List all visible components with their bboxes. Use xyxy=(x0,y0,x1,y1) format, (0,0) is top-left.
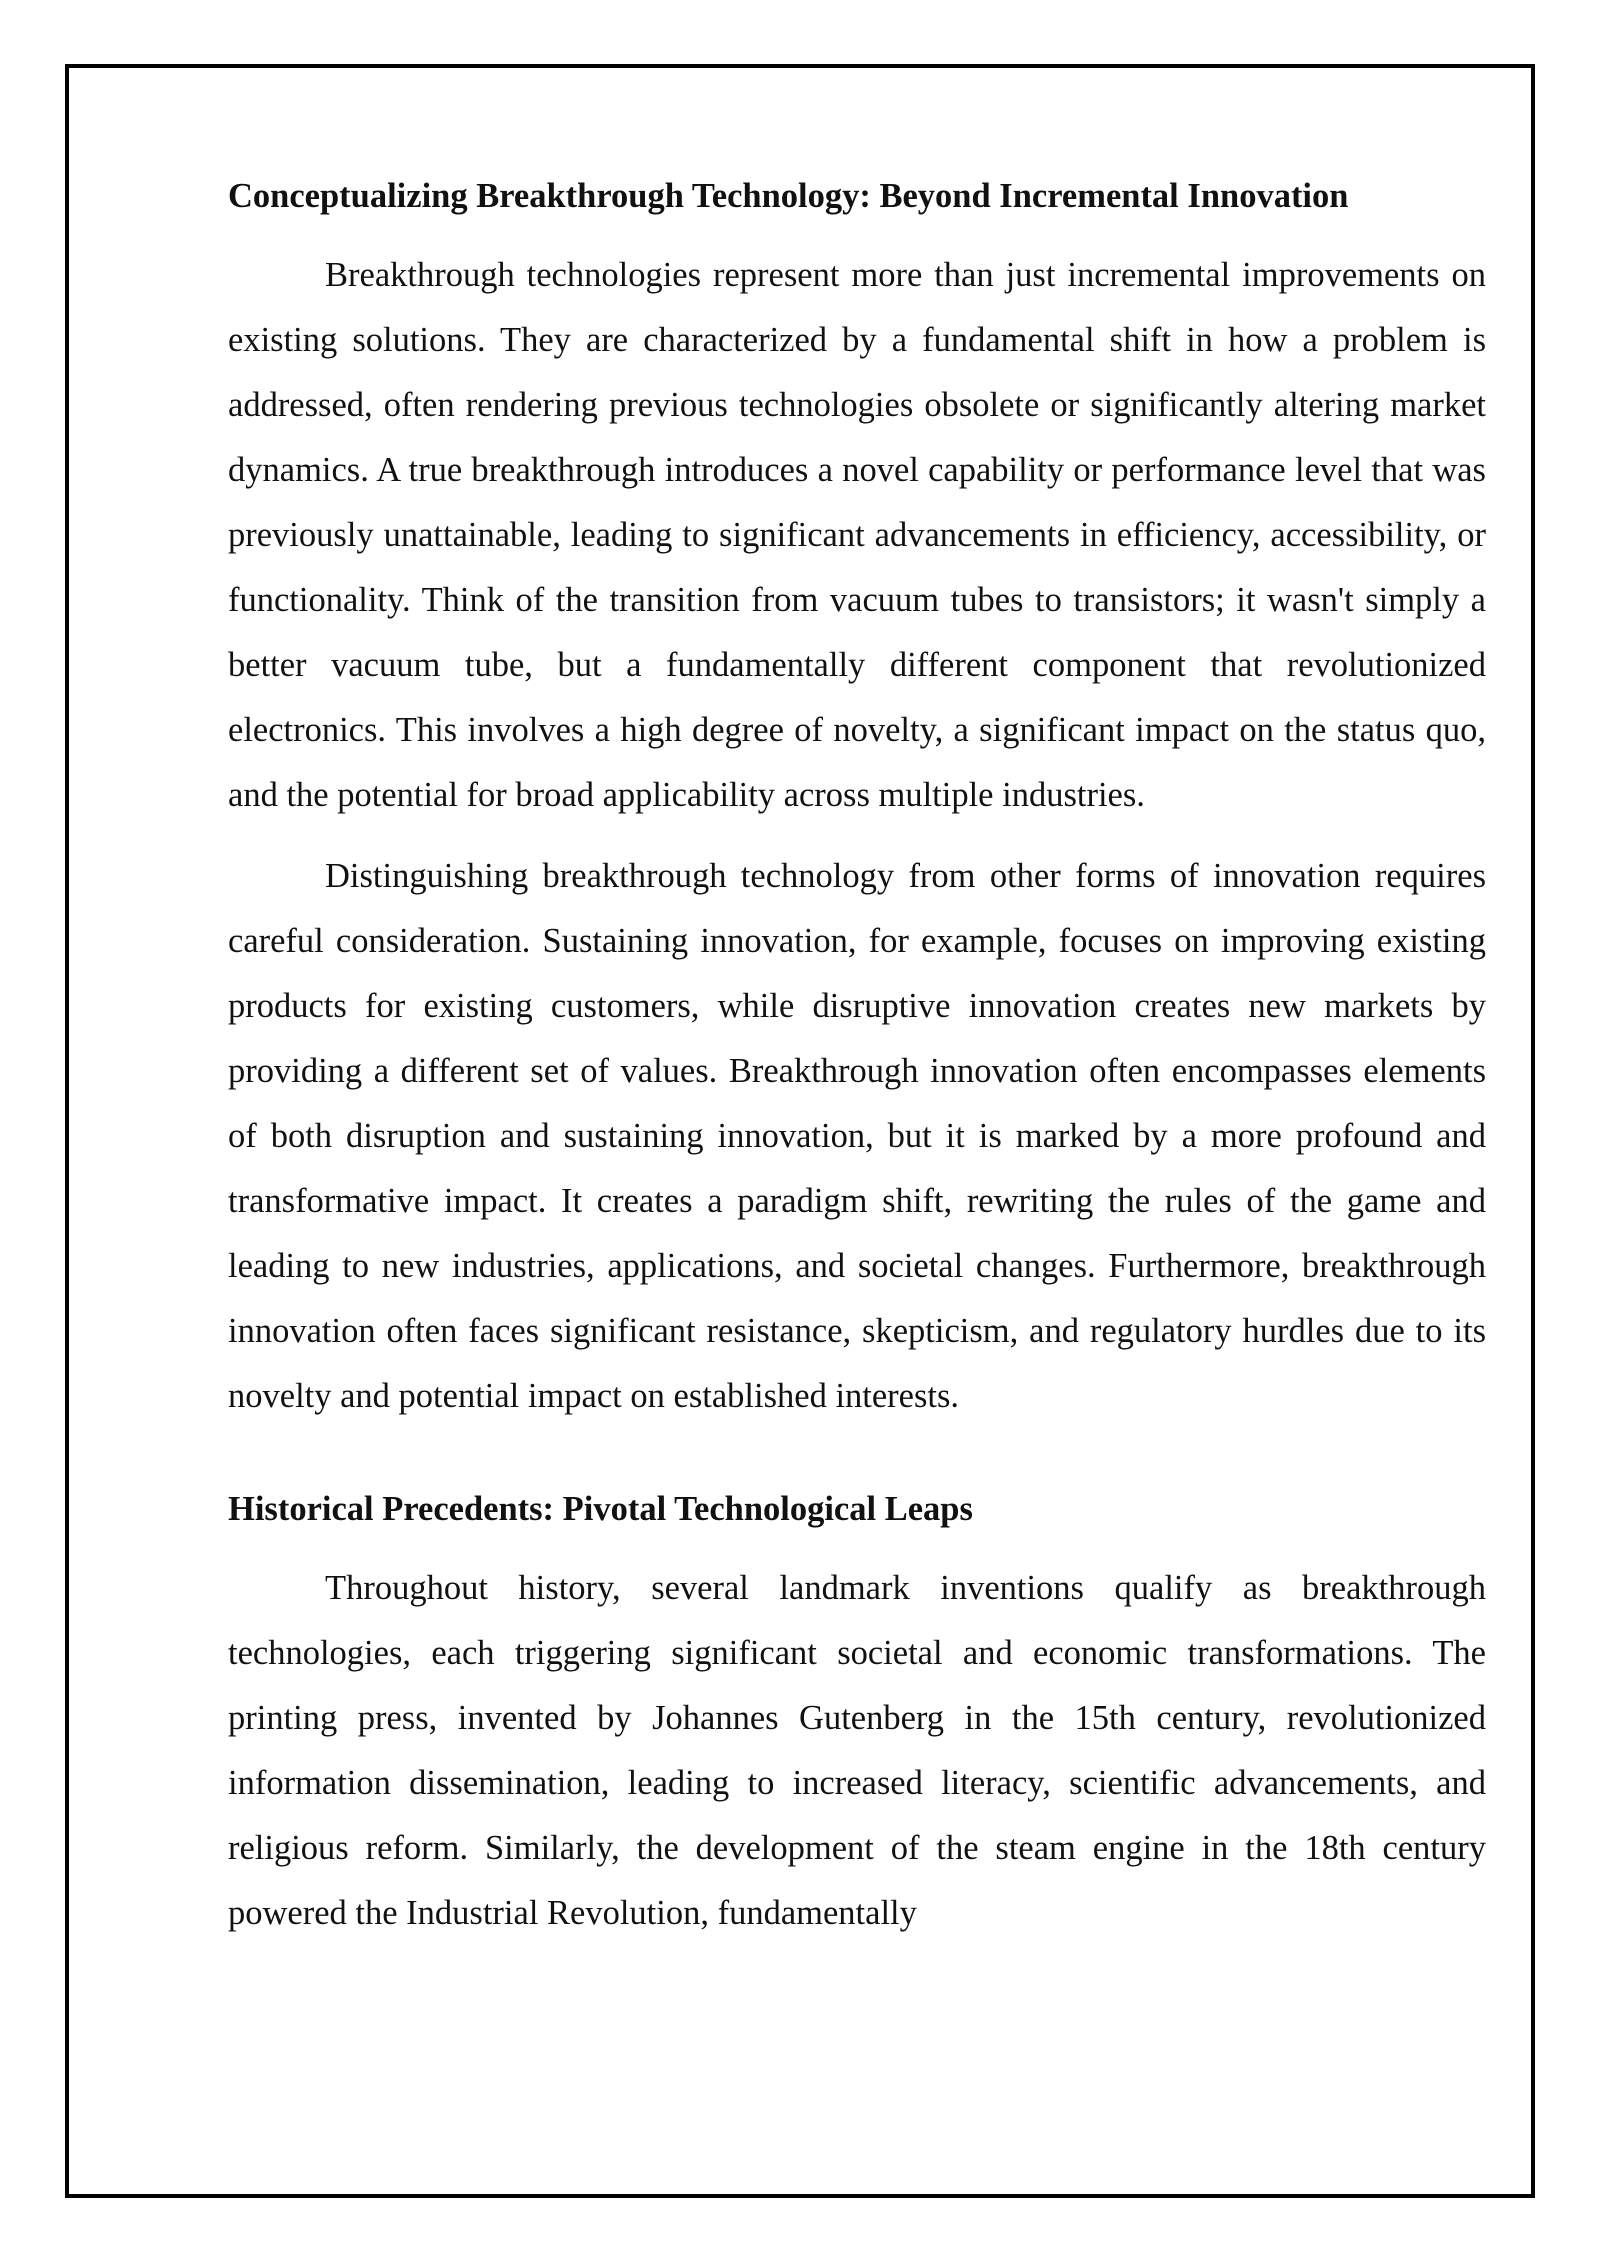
paragraph-distinguishing-innovation: Distinguishing breakthrough technology from other forms of innovation requires careful consideration. Sustaining innovation, for example, focuses on improving existing products for existing customers, while disruptive innovation creates new markets by providing a different set of values. Breakthrough innovation often encompasses elements of both disruption and sustaining innovation, but it is marked by a more profound and transformative impact. It creates a paradigm shift, rewriting the rules of the game and leading to new industries, applications, and societal changes. Furthermore, breakthrough innovation often faces significant resistance, skepticism, and regulatory hurdles due to its novelty and potential impact on established interests. xyxy=(228,857,1486,1415)
document-body xyxy=(228,172,1486,1946)
paragraph-historical-inventions: Throughout history, several landmark inventions qualify as breakthrough technologies, each triggering significant societal and economic transformations. The printing press, invented by Johannes Gutenberg in the 15th century, revolutionized information dissemination, leading to increased literacy, scientific advancements, and religious reform. Similarly, the development of the steam engine in the 18th century powered the Industrial Revolution, fundamentally xyxy=(228,1569,1486,1932)
paragraph-breakthrough-definition: Breakthrough technologies represent more than just incremental improvements on existing solutions. They are characterized by a fundamental shift in how a problem is addressed, often rendering previous technologies obsolete or significantly altering market dynamics. A true breakthrough introduces a novel capability or performance level that was previously unattainable, leading to significant advancements in efficiency, accessibility, or functionality. Think of the transition from vacuum tubes to transistors; it wasn't simply a better vacuum tube, but a fundamentally different component that revolutionized electronics. This involves a high degree of novelty, a significant impact on the status quo, and the potential for broad applicability across multiple industries. xyxy=(228,256,1486,814)
section-heading-historical-precedents: Historical Precedents: Pivotal Technological Leaps xyxy=(228,1490,973,1528)
section-heading-breakthrough-technology: Conceptualizing Breakthrough Technology: Beyond Incremental Innovation xyxy=(228,177,1349,215)
